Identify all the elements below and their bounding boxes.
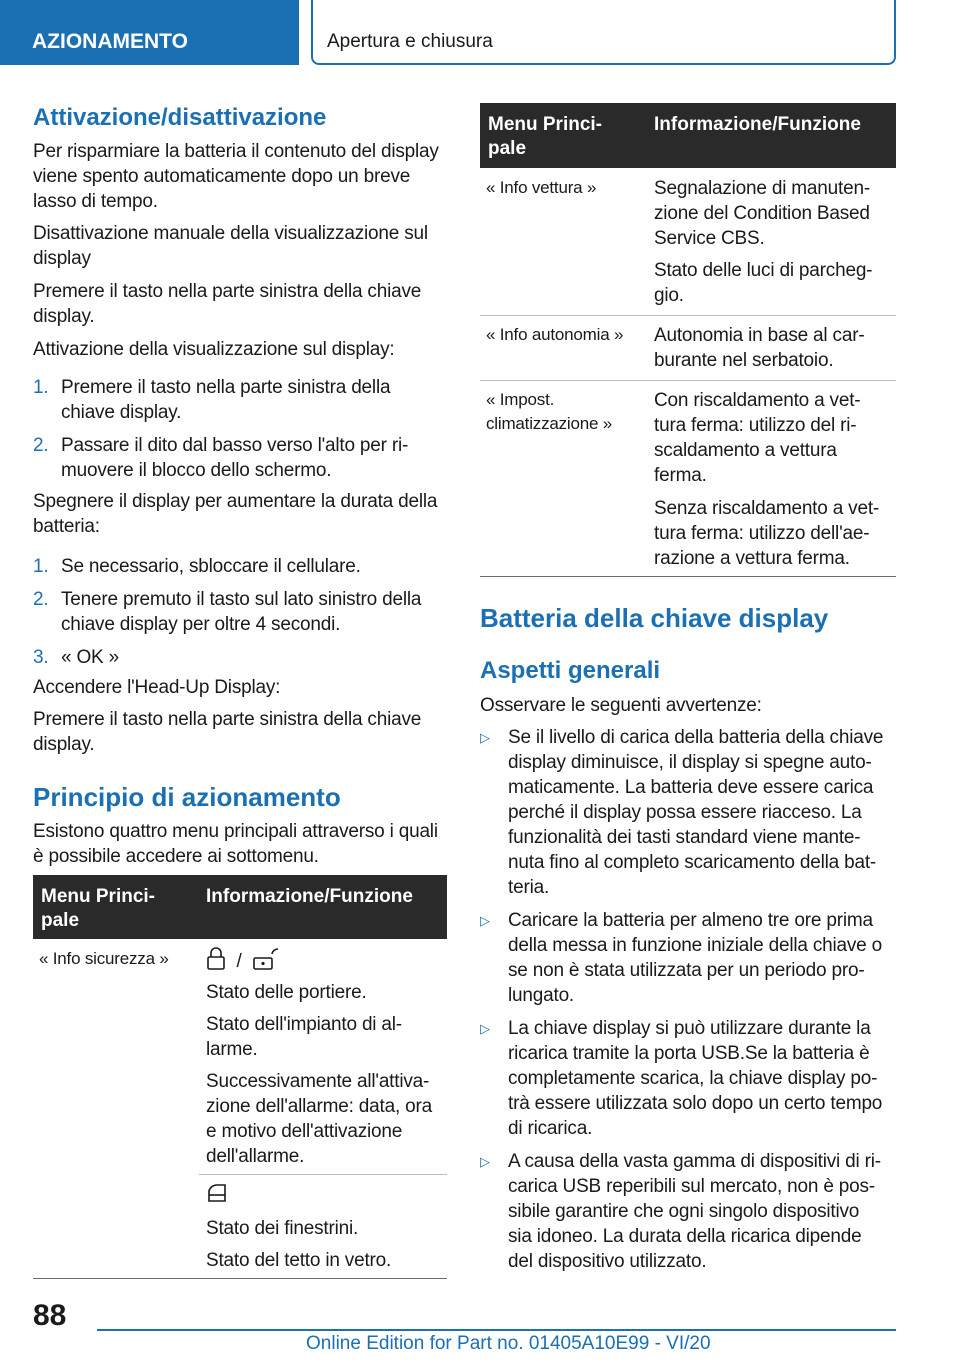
- menu-table-left: [33, 875, 447, 1280]
- bullet-icon: ▷: [480, 1154, 490, 1169]
- list-item: 2. Passare il dito dal basso verso l'alto per ri- muovere il blocco dello schermo.: [33, 435, 409, 481]
- header-info: Informazione/Funzione: [206, 886, 413, 907]
- list-item: 1. Se necessario, sbloccare il cellulare.: [33, 556, 361, 577]
- header-info: Informazione/Funzione: [654, 114, 861, 135]
- list-item: 2. Tenere premuto il tasto sul lato sinistro della chiave display per oltre 4 secondi.: [33, 589, 422, 635]
- doors-status: Stato delle portiere.: [206, 982, 367, 1003]
- activation-steps: [33, 375, 447, 483]
- press-key-text-2: Premere il tasto nella parte sinistra della chiave display.: [33, 709, 422, 755]
- table-bottom-rule: [480, 576, 896, 577]
- list-item: ▷ La chiave display si può utilizzare durante la ricarica tramite la porta USB.Se la batteria è completamente scarica, la chiave display po- trà essere utilizzata solo dopo un certo tempo di ricarica.: [480, 1018, 883, 1139]
- edition-note: Online Edition for Part no. 01405A10E99 - VI/20: [306, 1333, 711, 1354]
- table-header: [33, 875, 447, 939]
- menu-info-sicurezza: « Info sicurezza »: [39, 949, 169, 968]
- alarm-icon: [252, 947, 282, 976]
- icon-separator: /: [236, 951, 242, 972]
- icon-row: [206, 947, 282, 973]
- window-icon: [206, 1182, 228, 1209]
- table-bottom-rule: [33, 1278, 447, 1279]
- row-divider: [199, 1174, 447, 1175]
- menu-info-vettura: « Info vettura »: [486, 178, 597, 197]
- menu-table-right: [480, 103, 896, 578]
- cbs-info: Segnalazione di manuten- zione del Condition Based Service CBS.: [654, 178, 870, 249]
- table-header: [480, 103, 896, 168]
- roof-status: Stato del tetto in vetro.: [206, 1250, 392, 1271]
- bullet-icon: ▷: [480, 1021, 490, 1036]
- list-item: ▷ Caricare la batteria per almeno tre ore prima della messa in funzione iniziale della chiave o se non è stata utilizzata per un periodo pro- lungato.: [480, 910, 882, 1006]
- off-label: Spegnere il display per aumentare la durata della batteria:: [33, 491, 438, 537]
- principle-heading: Principio di azionamento: [33, 782, 341, 812]
- menu-info-autonomia: « Info autonomia »: [486, 325, 624, 344]
- press-key-text-1: Premere il tasto nella parte sinistra della chiave display.: [33, 281, 422, 327]
- menu-impost-climatizzazione: « Impost. climatizzazione »: [486, 390, 613, 433]
- heating-info: Con riscaldamento a vet- tura ferma: utilizzo del ri- scaldamento a vettura ferma.: [654, 390, 861, 486]
- bullet-icon: ▷: [480, 913, 490, 928]
- header-menu: Menu Princi- pale: [41, 886, 156, 931]
- alarm-details: Successivamente all'attiva- zione dell'allarme: data, ora e motivo dell'attivazione dell'allarme.: [206, 1071, 432, 1167]
- activation-intro: Per risparmiare la batteria il contenuto del display viene spento automaticamente dopo un breve lasso di tempo.: [33, 141, 439, 212]
- windows-status: Stato dei finestrini.: [206, 1218, 359, 1239]
- page-number: 88: [33, 1299, 67, 1332]
- ventilation-info: Senza riscaldamento a vet- tura ferma: utilizzo dell'ae- razione a vettura ferma.: [654, 498, 880, 569]
- list-item: 3. « OK »: [33, 647, 119, 668]
- warning-list: [480, 725, 900, 1274]
- activation-heading: Attivazione/disattivazione: [33, 104, 327, 131]
- range-info: Autonomia in base al car- burante nel serbatoio.: [654, 325, 865, 371]
- activation-label: Attivazione della visualizzazione sul display:: [33, 339, 395, 360]
- parking-lights-info: Stato delle luci di parcheg- gio.: [654, 260, 873, 306]
- principle-intro: Esistono quattro menu principali attraverso i quali è possibile accedere ai sottomenu.: [33, 821, 438, 867]
- list-item: ▷ Se il livello di carica della batteria della chiave display diminuisce, il display si spegne auto- maticamente. La batteria deve essere carica perché il display possa essere riacceso. La funzionalità dei tasti standard viene mante- nuta fino al completo scaricamento della bat- teria.: [480, 727, 884, 898]
- hud-label: Accendere l'Head-Up Display:: [33, 677, 281, 698]
- footer-rule: [97, 1329, 896, 1331]
- chapter-title: Apertura e chiusura: [311, 0, 896, 65]
- row-divider: [480, 315, 896, 316]
- alarm-status: Stato dell'impianto di al- larme.: [206, 1014, 402, 1060]
- manual-off-text: Disattivazione manuale della visualizzazione sul display: [33, 223, 428, 269]
- warnings-label: Osservare le seguenti avvertenze:: [480, 695, 762, 716]
- general-heading: Aspetti generali: [480, 657, 661, 684]
- door-lock-icon: [206, 947, 226, 976]
- list-item: ▷ A causa della vasta gamma di dispositivi di ri- carica USB reperibili sul mercato, non è pos- sibile garantire che ogni singolo dispositivo sia idoneo. La durata della ricarica dipende del dispositivo utilizzato.: [480, 1151, 881, 1272]
- header-menu: Menu Princi- pale: [488, 114, 603, 159]
- bullet-icon: ▷: [480, 730, 490, 745]
- row-divider: [480, 380, 896, 381]
- section-tab[interactable]: AZIONAMENTO: [0, 0, 299, 65]
- list-item: 1. Premere il tasto nella parte sinistra della chiave display.: [33, 377, 391, 423]
- off-steps: [33, 554, 447, 670]
- battery-heading: Batteria della chiave display: [480, 603, 829, 633]
